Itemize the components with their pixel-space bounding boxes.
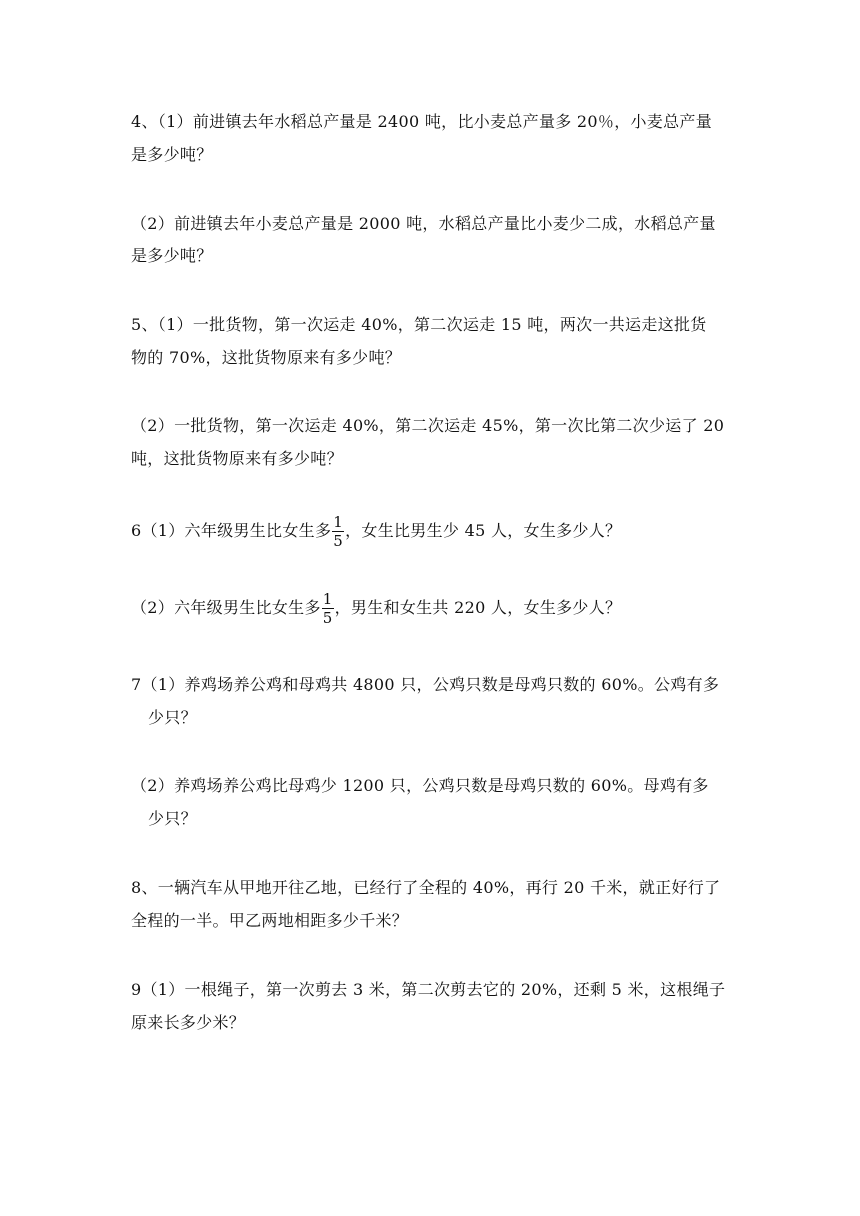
problem-6-1-text-after: ，女生比男生少 45 人，女生多少人？ — [345, 521, 622, 540]
problem-8-line-2: 全程的一半。甲乙两地相距多少千米？ — [131, 911, 409, 930]
problem-5-2-line-2: 吨，这批货物原来有多少吨？ — [131, 449, 343, 468]
problem-8-line-1: 8、一辆汽车从甲地开往乙地，已经行了全程的 40%，再行 20 千米，就正好行了 — [131, 878, 721, 897]
problem-9-1-line-1: 9（1）一根绳子，第一次剪去 3 米，第二次剪去它的 20%，还剩 5 米，这根绳子 — [131, 980, 726, 999]
problem-7-1-line-1: 7（1）养鸡场养公鸡和母鸡共 4800 只，公鸡只数是母鸡只数的 60%。公鸡有多 — [131, 675, 720, 694]
problem-7-1-line-2: 少只？ — [148, 708, 197, 727]
problem-7-2-line-1: （2）养鸡场养公鸡比母鸡少 1200 只，公鸡只数是母鸡只数的 60%。母鸡有多 — [131, 776, 709, 795]
problem-4-2-line-1: （2）前进镇去年小麦总产量是 2000 吨，水稻总产量比小麦少二成，水稻总产量 — [131, 214, 716, 233]
problem-4-1-line-2: 是多少吨？ — [131, 145, 213, 164]
fraction-numerator: 1 — [333, 513, 344, 531]
problem-6-1 — [131, 512, 621, 550]
fraction-denominator: 5 — [322, 609, 333, 627]
problem-6-2-text-before: （2）六年级男生比女生多 — [131, 598, 321, 617]
fraction-denominator: 5 — [333, 532, 344, 550]
problem-9-1-line-2: 原来长多少米？ — [131, 1013, 246, 1032]
fraction-numerator: 1 — [322, 590, 333, 608]
problem-7-2-line-2: 少只？ — [148, 809, 197, 828]
problem-5-2-line-1: （2）一批货物，第一次运走 40%，第二次运走 45%，第一次比第二次少运了 20 — [131, 416, 725, 435]
problem-6-1-text-before: 6（1）六年级男生比女生多 — [131, 521, 332, 540]
problem-5-1-line-2: 物的 70%，这批货物原来有多少吨？ — [131, 348, 402, 367]
problem-6-2 — [131, 589, 621, 627]
problem-4-2-line-2: 是多少吨？ — [131, 246, 213, 265]
problem-6-2-text-after: ，男生和女生共 220 人，女生多少人？ — [334, 598, 622, 617]
problem-4-1-line-1: 4、（1）前进镇去年水稻总产量是 2400 吨，比小麦总产量多 20％，小麦总产量 — [131, 112, 712, 131]
problem-5-1-line-1: 5、（1）一批货物，第一次运走 40%，第二次运走 15 吨，两次一共运走这批货 — [131, 315, 707, 334]
fraction-one-fifth — [332, 513, 344, 550]
fraction-one-fifth — [322, 590, 334, 627]
